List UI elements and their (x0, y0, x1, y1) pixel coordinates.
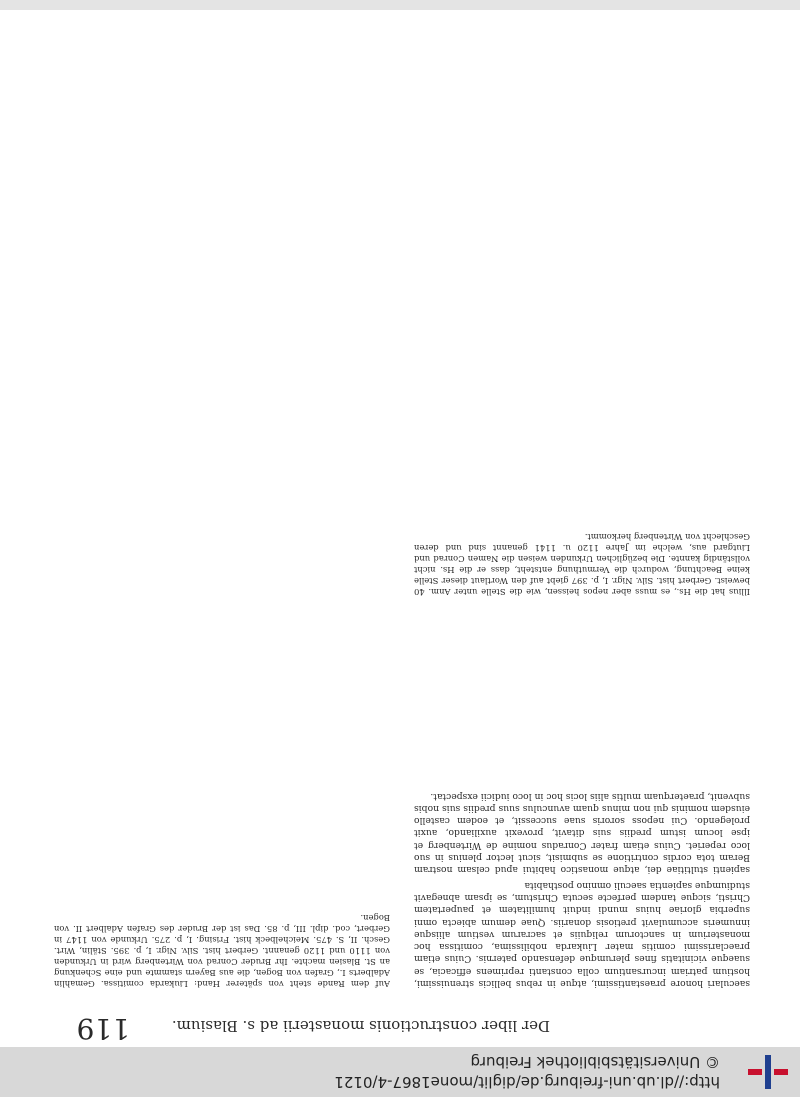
latin-paragraph: saeculari honore praestantissimi, atque in rebus bellicis strenuissimi, hostium patriam incursantium colla constanti reprimens efficacia, se suaeque vicinitatis fines plerumque defensando paternis. Cuius etiam praeclarissimi comitis mater Liukarda nobilissima, comitissa hoc monasterium in sanctorum reliquiis et sacrarum vestium aliisque innumeris accumulavit pretiosis donariis. Quae demum abiecta omni superbia gloriae huius mundi induit humilitatem et paupertatem Christi, sicque tandem perfecte secuta Christum, se ipsam abnegavit studiumque sapientia saeculi omnino posthabita (414, 879, 750, 989)
footnotes-right-column (54, 109, 390, 989)
latin-main-text (414, 609, 750, 989)
page-number: 119 (76, 1012, 130, 1045)
footnote-text: Auf dem Rande steht von späterer Hand: Liukarda comitissa. Gemahlin Adalberts I., Grafen von Bogen, die aus Bayern stammte und eine Schenkung an St. Blasien machte. Ihr Bruder Conrad von Wirtenberg wird in Urkunden von 1110 und 1120 genannt. Gerbert hist. Silv. Nigr. I, p. 395. Stälin, Wirt. Gesch. II, S. 475. Meichelbeck hist. Frising. I, p. 275. Urkunde von 1147 in Gerbert, cod. dipl. III, p. 85. Das ist der Bruder des Grafen Adalbert II. von Bogen. (54, 913, 390, 989)
latin-paragraph: sapienti stultitiae dei, atque monastico habitui apud celsam nostram Beram tota cordis contritione se submisit, sicut lector plenius in suo loco reperiet. Cuius etiam frater Conradus nomine de Wirtenberg et ipse locum istum prediis suis ditavit, provexit auxiliando, auxit prolegendo. Cui neposs sororis suae successit, et eodem castello eiusdem nominis qui non minus quam avunculus suus prediis suis nobis subvenit, praeterquam multis aliis locis hoc in loco iudicii exspectat. (414, 790, 750, 876)
footnote-text: Illius hat die Hs., es muss aber nepos heissen, wie die Stelle unter Anm. 40 beweist. Gerbert hist. Silv. Nigr. I, p. 397 giebt auf den Wortlaut dieser Stelle keine Beachtung, wodurch die Vermuthung entsteht, dass er die Hs. nicht vollständig kannte. Die bezüglichen Urkunden weisen die Namen Conrad und Liutgard aus, welche im Jahre 1120 u. 1141 genannt sind und deren Geschlecht von Wirtenberg herkommt. (414, 532, 750, 597)
bottom-scan-edge (0, 0, 800, 10)
page-title: Der liber constructionis monasterii ad s. Blasium. (171, 1017, 550, 1035)
source-url-link[interactable]: http://dl.ub.uni-freiburg.de/diglit/mone1867-4/0121 (334, 1073, 720, 1091)
running-head (50, 1009, 750, 1049)
footnotes-left-column (414, 127, 750, 597)
library-credit: © Universitätsbibliothek Freiburg (470, 1053, 720, 1071)
library-banner (0, 1047, 800, 1097)
university-library-logo (748, 1055, 788, 1089)
